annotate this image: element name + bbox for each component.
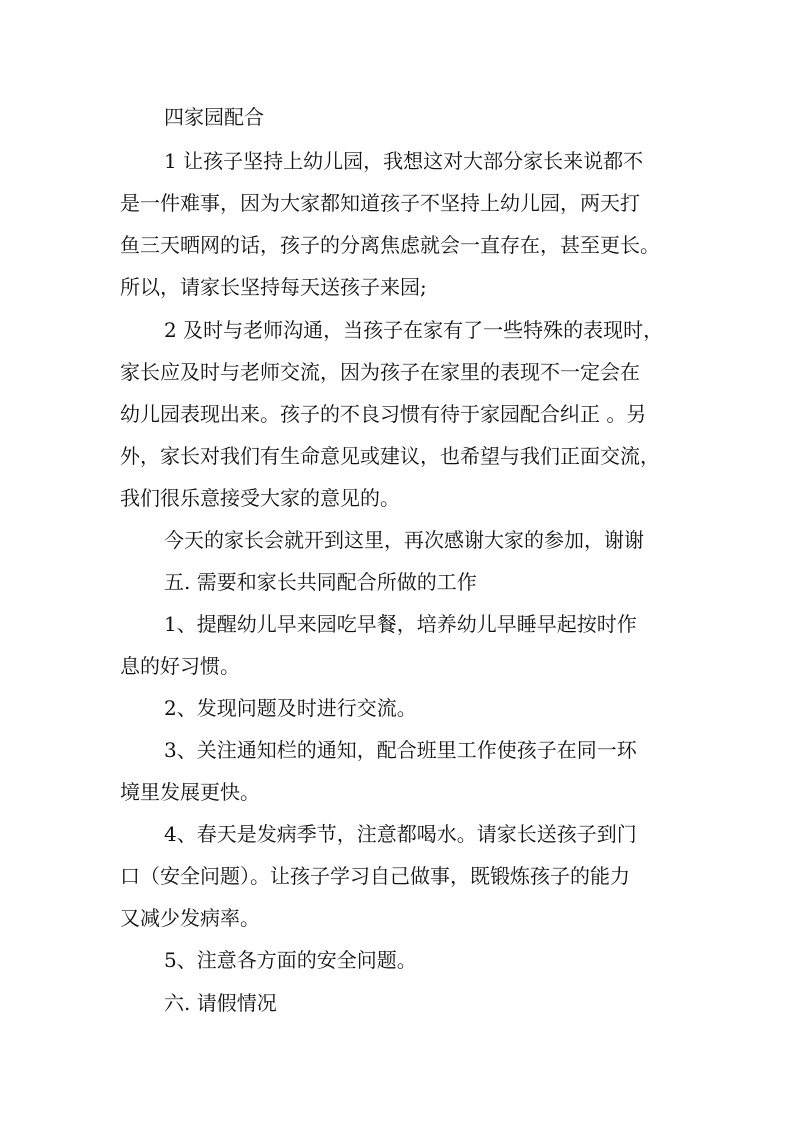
paragraph-line: 我们很乐意接受大家的意见的。 [120, 486, 400, 510]
paragraph-line: 所以，请家长坚持每天送孩子来园; [120, 275, 427, 299]
paragraph-line: 外，家长对我们有生命意见或建议，也希望与我们正面交流， [120, 444, 660, 468]
list-item-line: 1、提醒幼儿早来园吃早餐，培养幼儿早睡早起按时作 [164, 612, 637, 636]
paragraph-line: 2 及时与老师沟通，当孩子在家有了一些特殊的表现时， [164, 318, 664, 342]
paragraph-line: 幼儿园表现出来。孩子的不良习惯有待于家园配合纠正 。另 [120, 402, 647, 426]
paragraph-line: 家长应及时与老师交流，因为孩子在家里的表现不一定会在 [120, 360, 640, 384]
section-heading-cooperation-work: 五. 需要和家长共同配合所做的工作 [164, 570, 477, 594]
closing-remark: 今天的家长会就开到这里，再次感谢大家的参加，谢谢 [164, 528, 644, 552]
paragraph-line: 鱼三天晒网的话，孩子的分离焦虑就会一直存在，甚至更长。 [120, 233, 660, 257]
list-item-line: 3、关注通知栏的通知，配合班里工作使孩子在同一环 [164, 738, 637, 762]
list-item-line: 2、发现问题及时进行交流。 [164, 696, 417, 720]
section-heading-leave-requests: 六. 请假情况 [164, 991, 277, 1015]
list-item-line: 口（安全问题）。让孩子学习自己做事，既锻炼孩子的能力 [120, 864, 630, 888]
list-item-line: 又减少发病率。 [120, 906, 260, 930]
list-item-line: 5、注意各方面的安全问题。 [164, 948, 417, 972]
list-item-line: 息的好习惯。 [120, 654, 240, 678]
paragraph-line: 是一件难事，因为大家都知道孩子不坚持上幼儿园，两天打 [120, 191, 640, 215]
section-heading-home-school-cooperation: 四家园配合 [164, 105, 264, 129]
list-item-line: 4、春天是发病季节，注意都喝水。请家长送孩子到门 [164, 822, 637, 846]
list-item-line: 境里发展更快。 [120, 780, 260, 804]
paragraph-line: 1 让孩子坚持上幼儿园，我想这对大部分家长来说都不 [164, 149, 644, 173]
